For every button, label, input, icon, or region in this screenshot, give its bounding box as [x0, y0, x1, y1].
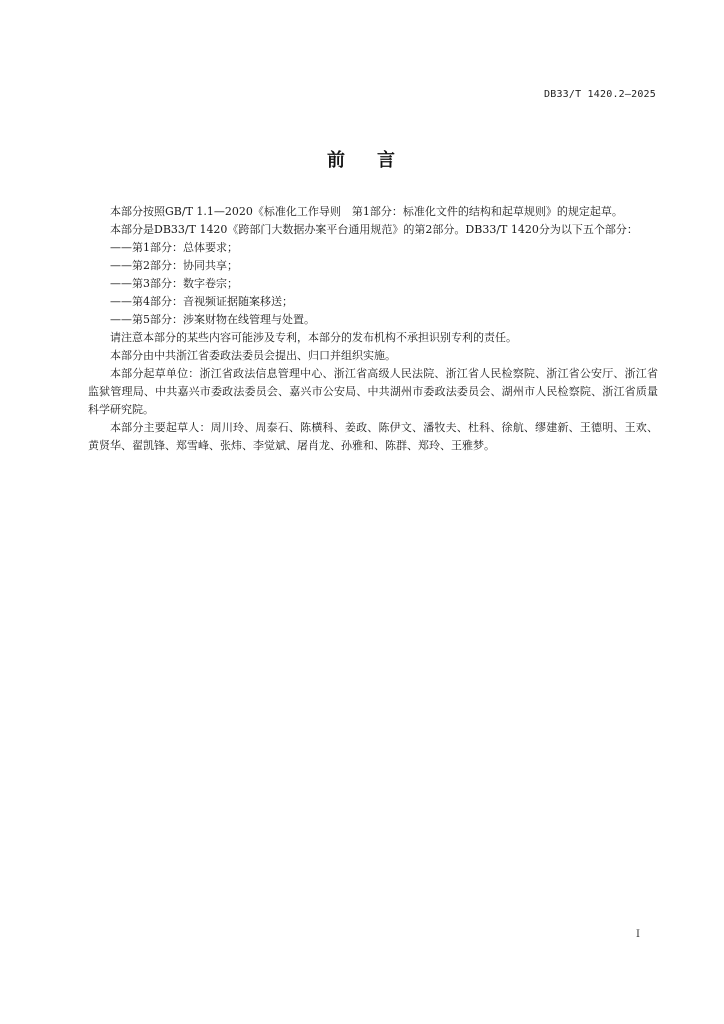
- list-item-part-4: ——第4部分：音视频证据随案移送；: [110, 295, 293, 308]
- title-char-2: 言: [377, 150, 397, 171]
- paragraph-drafting-rules: 本部分按照GB/T 1.1—2020《标准化工作导则 第1部分：标准化文件的结构和起草规则》的规定起草。: [110, 205, 623, 218]
- paragraph-proposer: 本部分由中共浙江省委政法委员会提出、归口并组织实施。: [110, 349, 396, 362]
- foreword-body: [88, 203, 658, 455]
- list-item-part-3: ——第3部分：数字卷宗；: [110, 277, 238, 290]
- paragraph-drafters: 本部分主要起草人：周川玲、周泰石、陈横科、姜政、陈伊文、潘牧夫、杜科、徐航、缪建新、王德明、王欢、黄贤华、翟凯锋、郑雪峰、张炜、李觉斌、屠肖龙、孙雅和、陈群、郑玲、王雅梦。: [88, 421, 658, 452]
- page-title: [0, 146, 724, 172]
- list-item-part-2: ——第2部分：协同共享；: [110, 259, 238, 272]
- title-char-1: 前: [327, 150, 347, 171]
- document-code: DB33/T 1420.2—2025: [544, 89, 656, 100]
- paragraph-patent-notice: 请注意本部分的某些内容可能涉及专利，本部分的发布机构不承担识别专利的责任。: [110, 331, 517, 344]
- paragraph-drafting-units: 本部分起草单位：浙江省政法信息管理中心、浙江省高级人民法院、浙江省人民检察院、浙江省公安厅、浙江省监狱管理局、中共嘉兴市委政法委员会、嘉兴市公安局、中共湖州市委政法委员会、湖州市人民检察院、浙江省质量科学研究院。: [88, 367, 658, 416]
- page-number: I: [636, 929, 640, 940]
- list-item-part-1: ——第1部分：总体要求；: [110, 241, 238, 254]
- paragraph-structure-intro: 本部分是DB33/T 1420《跨部门大数据办案平台通用规范》的第2部分。DB33/T 1420分为以下五个部分：: [110, 223, 638, 236]
- list-item-part-5: ——第5部分：涉案财物在线管理与处置。: [110, 313, 315, 326]
